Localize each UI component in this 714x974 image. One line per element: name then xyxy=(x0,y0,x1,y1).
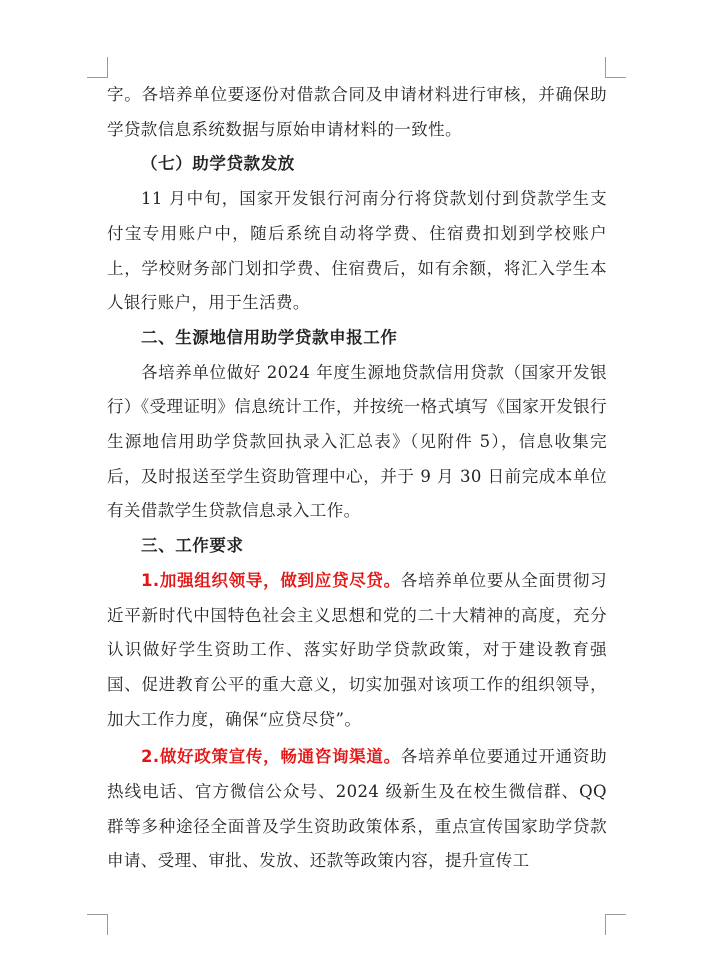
document-body xyxy=(107,78,607,879)
page-corner-mark-bottom-right xyxy=(605,914,626,935)
heading-section-7: （七）助学贷款发放 xyxy=(141,154,295,174)
requirement-2-body: 各培养单位要通过开通资助热线电话、官方微信公众号、2024 级新生及在校生微信群、QQ 群等多种途径全面普及学生资助政策体系，重点宣传国家助学贷款申请、受理、审批、发放、还款等政策内容，提升宣传工 xyxy=(107,747,607,871)
requirement-1-paragraph xyxy=(107,564,607,738)
heading-part-3: 三、工作要求 xyxy=(141,536,244,556)
page-corner-mark-top-left xyxy=(87,57,108,78)
requirement-1-heading: 1.加强组织领导，做到应贷尽贷。 xyxy=(141,570,401,590)
requirement-2-heading: 2.做好政策宣传，畅通咨询渠道。 xyxy=(141,747,401,767)
paragraph-origin-loan-reporting: 各培养单位做好 2024 年度生源地贷款信用贷款（国家开发银行）《受理证明》信息统计工作，并按统一格式填写《国家开发银行生源地信用助学贷款回执录入汇总表》（见附件 5），信息收集完后，及时报送至学生资助管理中心，并于 9 月 30 日前完成本单位有关借款学生贷款信息录入工作。 xyxy=(107,362,607,521)
heading-part-2: 二、生源地信用助学贷款申报工作 xyxy=(141,327,398,347)
page-corner-mark-top-right xyxy=(605,57,626,78)
paragraph-continued: 字。各培养单位要逐份对借款合同及申请材料进行审核，并确保助学贷款信息系统数据与原始申请材料的一致性。 xyxy=(107,85,607,139)
paragraph-loan-disbursement: 11 月中旬，国家开发银行河南分行将贷款划付到贷款学生支付宝专用账户中，随后系统自动将学费、住宿费扣划到学校账户上，学校财务部门划扣学费、住宿费后，如有余额，将汇入学生本人银行账户，用于生活费。 xyxy=(107,189,607,313)
page-corner-mark-bottom-left xyxy=(87,914,108,935)
requirement-1-body: 各培养单位要从全面贯彻习近平新时代中国特色社会主义思想和党的二十大精神的高度，充分认识做好学生资助工作、落实好助学贷款政策，对于建设教育强国、促进教育公平的重大意义，切实加强对该项工作的组织领导，加大工作力度，确保“应贷尽贷”。 xyxy=(107,570,607,729)
requirement-2-paragraph xyxy=(107,740,607,879)
